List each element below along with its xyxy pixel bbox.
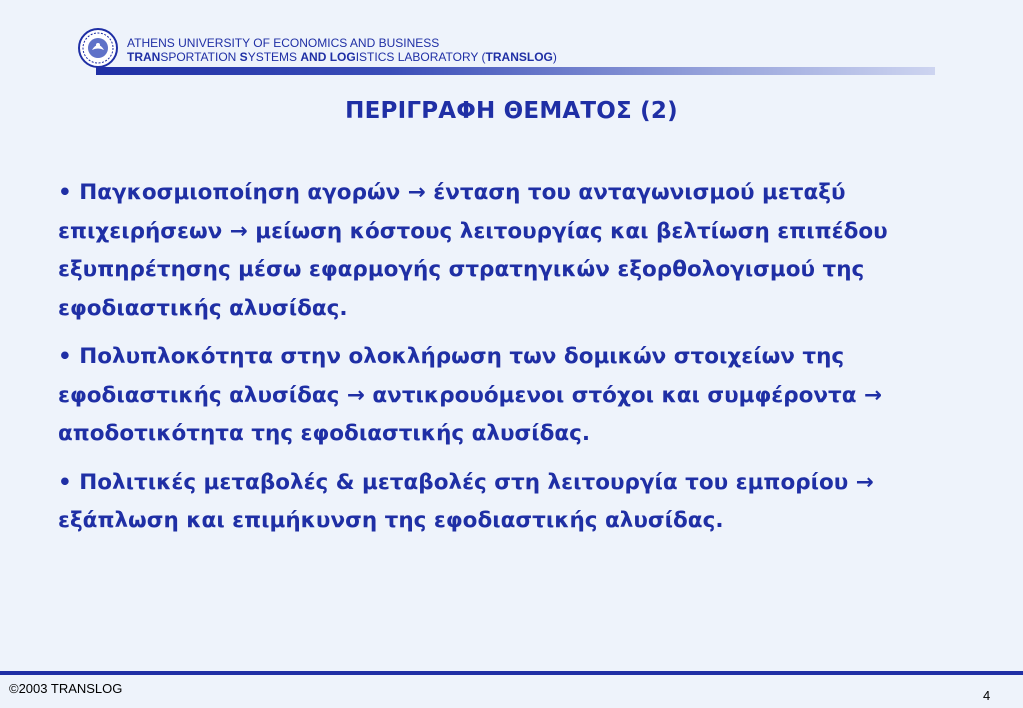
lab-name-part: ) bbox=[552, 50, 557, 64]
bullet-item: • Παγκοσμιοποίηση αγορών → ένταση του ανταγωνισμού μεταξύ επιχειρήσεων → μείωση κόστους λειτουργίας και βελτίωση επιπέδου εξυπηρέτησης μέσω εφαρμογής στρατηγικών εξορθολογισμού της εφοδιαστικής αλυσίδας. bbox=[58, 180, 888, 321]
page-number: 4 bbox=[983, 688, 991, 703]
slide-title: ΠΕΡΙΓΡΑΦΗ ΘΕΜΑΤΟΣ (2) bbox=[345, 98, 678, 124]
bullet-item: • Πολιτικές μεταβολές & μεταβολές στη λειτουργία του εμπορίου → εξάπλωση και επιμήκυνση της εφοδιαστικής αλυσίδας. bbox=[58, 469, 874, 533]
lab-name-part: S bbox=[239, 50, 248, 64]
institution-header bbox=[127, 36, 557, 64]
lab-name bbox=[127, 50, 557, 64]
lab-name-part: ISTICS LABORATORY ( bbox=[355, 50, 486, 64]
copyright: ©2003 TRANSLOG bbox=[9, 681, 123, 696]
lab-name-part: TRAN bbox=[127, 50, 161, 64]
university-seal-icon bbox=[78, 28, 118, 68]
university-name: ATHENS UNIVERSITY OF ECONOMICS AND BUSINESS bbox=[127, 36, 440, 50]
bullet-item: • Πολυπλοκότητα στην ολοκλήρωση των δομικών στοιχείων της εφοδιαστικής αλυσίδας → αντικρουόμενοι στόχοι και συμφέροντα → αποδοτικότητα της εφοδιαστικής αλυσίδας. bbox=[58, 344, 883, 446]
lab-name-part: TRANSLOG bbox=[485, 50, 553, 64]
lab-name-part: AND LOG bbox=[300, 50, 356, 64]
footer-divider bbox=[0, 671, 1023, 675]
slide-body bbox=[58, 174, 978, 551]
lab-name-part: YSTEMS bbox=[247, 50, 301, 64]
header-divider-bar bbox=[96, 67, 935, 75]
lab-name-part: SPORTATION bbox=[160, 50, 240, 64]
